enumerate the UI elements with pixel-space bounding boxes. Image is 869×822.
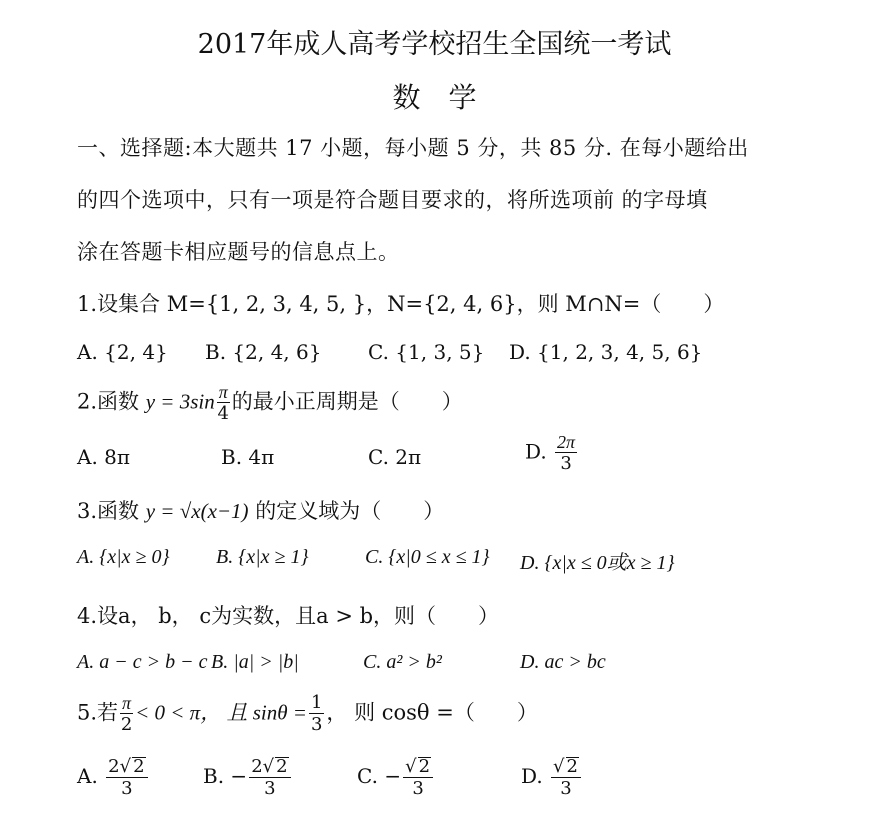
q2-option-d: [525, 433, 579, 473]
q4-option-d: D. ac > bc: [520, 651, 606, 673]
question-number: 1.: [77, 292, 98, 316]
fraction: [551, 757, 581, 798]
q2-option-c: C. 2π: [368, 445, 422, 469]
question-stem-prefix: 函数: [97, 389, 140, 414]
radicand: 2: [133, 756, 145, 777]
fraction: [120, 694, 133, 734]
question-2: [77, 383, 463, 423]
q1-option-b: B. {2, 4, 6}: [205, 340, 322, 364]
q4-option-a: A. a − c > b − c: [77, 651, 208, 673]
exam-subject: 数学: [392, 81, 505, 114]
question-number: 2.: [77, 389, 98, 414]
q4-option-c: C. a² > b²: [363, 651, 442, 673]
radicand: 2: [566, 756, 578, 777]
fraction-denominator: 3: [264, 778, 276, 799]
option-label: A.: [77, 764, 98, 788]
q5-option-a: [77, 757, 150, 798]
question-4: [77, 600, 499, 630]
fraction: [309, 694, 324, 734]
fraction: [249, 757, 290, 798]
question-stem: 设a， b， c为实数，且a > b，则（ ）: [97, 604, 500, 628]
fraction-numerator: 2π: [557, 432, 576, 452]
q2-option-b: B. 4π: [221, 445, 275, 469]
option-sign: −: [230, 764, 248, 788]
fraction-denominator: 3: [412, 778, 424, 799]
fraction-denominator: 3: [560, 778, 572, 799]
option-label: B.: [203, 764, 225, 788]
q4-option-b: B. |a| > |b|: [211, 651, 299, 673]
question-3: [77, 495, 444, 525]
question-stem-prefix: 若: [97, 700, 119, 725]
radicand: 2: [276, 756, 288, 777]
exam-title: 2017年成人高考学校招生全国统一考试: [197, 29, 672, 60]
q1-option-c: C. {1, 3, 5}: [368, 340, 485, 364]
question-number: 3.: [77, 499, 98, 523]
radicand: 2: [418, 756, 431, 777]
q1-option-a: A. {2, 4}: [77, 340, 168, 364]
fraction-denominator: 3: [560, 453, 572, 474]
fraction-numerator: π: [122, 693, 132, 713]
fraction-denominator: 4: [217, 403, 229, 424]
section-intro-line-1: 一、选择题:本大题共 17 小题，每小题 5 分，共 85 分. 在每小题给出: [77, 136, 749, 160]
q3-option-a: A. {x|x ≥ 0}: [77, 546, 170, 568]
option-label: D.: [521, 764, 543, 788]
question-stem-suffix: ， 则 cosθ =（ ）: [326, 700, 538, 725]
question-number: 4.: [77, 604, 98, 628]
q3-option-c: C. {x|0 ≤ x ≤ 1}: [365, 546, 490, 568]
function-expression: y = 3sin: [145, 389, 215, 414]
question-1: [77, 288, 724, 318]
fraction-numerator: √ 2: [551, 757, 581, 778]
fraction-numerator: 2√ 2: [249, 757, 290, 778]
fraction-denominator: 3: [121, 778, 133, 799]
q1-option-d: D. {1, 2, 3, 4, 5, 6}: [509, 340, 703, 364]
fraction-numerator: 1: [310, 692, 323, 713]
option-label: D.: [525, 439, 547, 464]
fraction-denominator: 2: [120, 714, 133, 735]
fraction: [555, 433, 577, 473]
fraction: [217, 383, 230, 423]
fraction-numerator: √ 2: [403, 757, 433, 778]
q5-option-c: [357, 757, 435, 798]
question-stem-suffix: 的最小正周期是（ ）: [231, 389, 463, 414]
question-stem-prefix: 函数: [97, 499, 140, 523]
fraction: [106, 757, 147, 798]
option-sign: −: [384, 764, 402, 788]
question-stem: 设集合 M={1, 2, 3, 4, 5, }，N={2, 4, 6}，则 M∩N=（ ）: [97, 292, 725, 316]
q5-option-d: [521, 757, 583, 798]
q2-option-a: A. 8π: [77, 445, 131, 469]
question-stem-middle: < 0 < π， 且 sinθ =: [135, 700, 307, 725]
fraction-denominator: 3: [310, 714, 323, 735]
radical-coefficient: 2: [251, 756, 263, 777]
fraction-numerator: π: [218, 382, 228, 402]
question-5: [77, 694, 538, 734]
fraction-numerator: 2√ 2: [106, 757, 147, 778]
section-intro-line-2: 的四个选项中，只有一项是符合题目要求的，将所选项前 的字母填: [77, 188, 708, 212]
q3-option-d: D. {x|x ≤ 0或x ≥ 1}: [520, 552, 675, 574]
radical-coefficient: 2: [108, 756, 120, 777]
option-label: C.: [357, 764, 378, 788]
fraction: [403, 757, 433, 798]
question-number: 5.: [77, 700, 98, 725]
function-expression: y = √x(x−1): [145, 499, 249, 523]
q3-option-b: B. {x|x ≥ 1}: [216, 546, 309, 568]
section-intro-line-3: 涂在答题卡相应题号的信息点上。: [77, 240, 400, 264]
question-stem-suffix: 的定义域为（ ）: [255, 499, 445, 523]
q5-option-b: [203, 757, 293, 798]
